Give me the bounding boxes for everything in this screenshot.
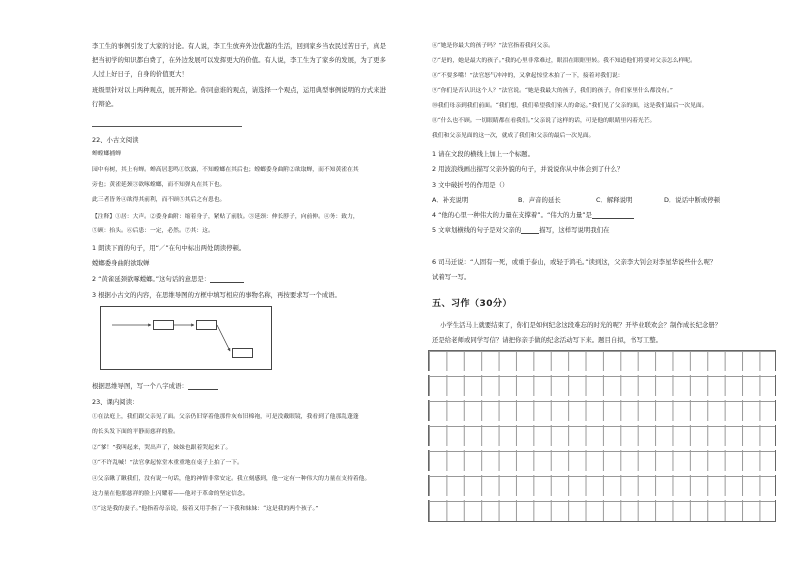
q4-prefix: 4 “他的心里一种伟大的力量在支撑着”。“伟大的力量”是 [432,211,592,219]
reading-line: ⑤“这是我的妻子。”他指着母亲说，接着又用手指了一下我和妹妹：“这是我的两个孩子。” [92,506,319,512]
reading-line: 这力量在他那慈祥的脸上闪耀着——他对于革命的坚定信念。 [92,491,249,497]
question-line: 2 用波浪线画出描写父亲外貌的句子，并说说你从中体会到了什么？ [432,165,624,173]
q5-answer-blank[interactable] [521,227,539,234]
reading-line: ③“不许乱喊！”法官拿起惊堂木重重地在桌子上拍了一下。 [92,460,243,466]
question-line: 3 文中破折号的作用是（） [432,181,509,189]
idiom-answer-blank[interactable] [188,383,218,390]
poem-line: 旁也；黄雀延颈③欲啄螳螂，而不知弹丸在其下也。 [92,182,226,188]
reading-line: ①在法庭上，我们跟父亲见了面。父亲仍旧穿着他那件灰布旧棉袍，可是没戴眼镜，我看到了他那乱蓬蓬 [92,414,359,420]
writing-grid-gaps [428,350,776,522]
row-gap [428,446,776,450]
reading-line: ⑥“她是你最大的孩子吗？”法官指着我问父亲。 [432,43,554,49]
para-line: 班级里针对以上两种观点，展开辩论。你同意谁的观点，请选择一个观点，运用典型事例说明的方式来进 [92,86,386,94]
para-line: 把当初学的知识都白费了，在外边发展可以发挥更大的价值。有人说，李工生为了家乡的发展，为了更多 [92,56,386,64]
para-line: 李工生的事例引发了大家的讨论。有人说，李工生放弃外边优越的生活，回到家乡当农民过苦日子，真是 [92,42,386,50]
section-title: 五、习作（30分） [432,299,513,309]
row-gap [428,396,776,400]
q5-suffix: 描写，这样写说明我们在 [539,226,610,234]
notes-line: 【注释】①居：大声。②委身曲附：缩着身子，紧贴了前肢。③延颈：伸长脖子，向前伸。④务：致力， [92,214,359,220]
q4-answer-blank[interactable] [592,212,634,219]
q6-line: 6 司马迁说：“人固有一死，或重于泰山，或轻于鸿毛。”读到这，父亲李大钊会对李星华说些什么呢？ [432,258,717,266]
row-gap [428,421,776,425]
reading-line: ⑪“什么也不顾。一切眼睛都在看我们。”父亲说了这样的话，可是他的眼睛里闪着光芒。 [432,118,656,124]
option-c[interactable]: C．解释说明 [596,196,633,204]
q1-text: 1 朗读下面的句子，用“／”在句中标出两处朗读停顿。 [92,244,246,252]
reading-line: ⑦“是的，她是最大的孩子。”我的心里非常难过，眼泪在眼眶里转。我不知道他们将要对父亲怎么样呢。 [432,58,696,64]
answer-line[interactable] [92,126,242,127]
reading-line: ⑩我们母亲到我们前面。“我们想，我们希望我们家人的命运。”我们见了父亲的面，这是我们最后一次见面。 [432,103,708,109]
q2-prefix: 2 “黄雀延颈欲啄螳螂。”这句话的意思是： [92,275,211,283]
q5-prefix: 5 文章划横线的句子是对父亲的 [432,226,522,234]
reading-line: ④父亲瞅了瞅我们，没有说一句话，他的神情非常安定。我立刻感到，他一定有一种伟大的力量在支持着他。 [92,476,371,482]
q23-title: 23、课内阅读： [92,398,139,406]
notes-line: ⑤顾：抬头。⑥后患：一定，必然。⑦其：这。 [92,228,214,234]
para-line: 行辩论。 [92,100,118,108]
q5-text [432,226,609,234]
reading-line: ⑨“你们是否认识这个人？”法官说。“她是我最大的孩子，我们的孩子，你们家里什么都没有。” [432,88,673,94]
reading-ending: 我们和父亲见面的这一次，就成了我们和父亲的最后一次见面。 [432,133,595,139]
mind-map-diagram [100,306,272,370]
prompt-line: 小学生活马上就要结束了，你们是如何纪念这段难忘的时光的呢？开毕业联欢会？制作成长纪念册？ [440,321,722,329]
q3-after-prefix: 根据思维导图，写一个八字成语： [92,382,188,390]
row-gap [428,471,776,475]
prompt-line: 还是给老师或同学写信？请把你亲手做的纪念活动写下来。题目自拟，书写工整。 [432,336,663,344]
q3-text: 3 根据小古文的内容，在思维导图的方框中填写相应的事物名称，再按要求写一个成语。 [92,291,341,299]
question-line: 1 请在文段的横线上加上一个标题。 [432,150,534,158]
poem-line: 此三者皆务④欲得其前利，而不顾⑤其后之有患也。 [92,197,226,203]
poem-line: 园中有树，其上有蝉。蝉高居悲鸣①饮露，不知螳螂在其后也；螳螂委身曲附②欲取蝉，而不知黄雀在其 [92,167,359,173]
poem-title: 蝉螳螂捕蝉 [92,151,121,157]
q1-sentence: 螳螂委身曲附欲取蝉 [92,259,150,267]
row-gap [428,371,776,375]
reading-line: 的长头发下面的平静而慈祥的脸。 [92,429,179,435]
option-b[interactable]: B．声音的延长 [518,196,561,204]
q3-after [92,382,218,390]
q2-text [92,275,244,283]
option-d[interactable]: D．说话中断或停顿 [664,196,721,204]
option-a[interactable]: A．补充说明 [432,196,469,204]
reading-line: ⑧“不要多嘴！”法官怒气冲冲的，又拿起惊堂木拍了一下，接着对我们说： [432,73,624,79]
reading-line: ②“爹！”我叫起来，哭出声了，妹妹也跟着哭起来了。 [92,445,232,451]
q22-title: 22、小古文阅读 [92,136,139,144]
para-line: 人过上好日子，自身的价值更大！ [92,70,188,78]
row-gap [428,496,776,500]
q4-text [432,211,634,219]
q2-answer-blank[interactable] [210,276,244,283]
mind-map-arrows [100,306,272,370]
q6-line: 试着写一写。 [432,273,471,281]
